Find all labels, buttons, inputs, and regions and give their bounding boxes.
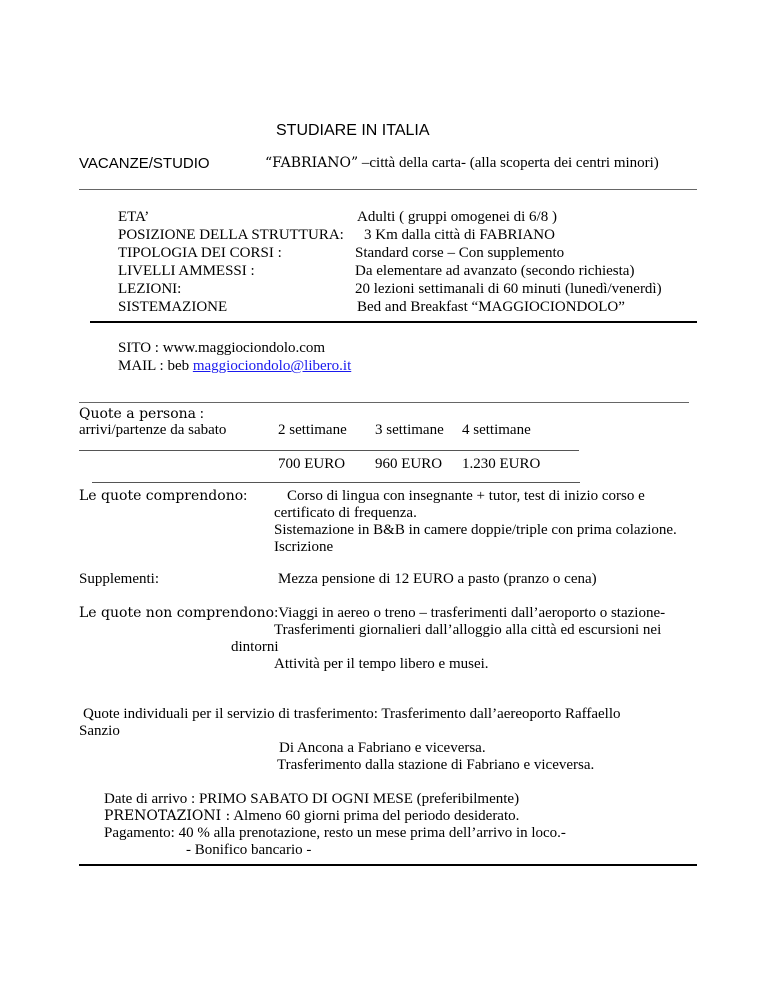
reservation-label: PRENOTAZIONI : [104,808,231,824]
not-included-line: Trasferimenti giornalieri dall’alloggio alla città ed escursioni nei [274,622,662,638]
page-title: STUDIARE IN ITALIA [276,122,430,139]
site-line: SITO : www.maggiociondolo.com [118,340,326,356]
included-line: certificato di frequenza. [274,505,417,521]
divider [90,321,697,323]
transfer-line: Quote individuali per il servizio di trasferimento: Trasferimento dall’aereoporto Raffaello [83,706,621,722]
header-location [265,155,659,172]
quotes-heading-label: Quote a persona [79,406,196,422]
transfer-line: Sanzio [79,723,120,739]
transfer-line: Trasferimento dalla stazione di Fabriano e viceversa. [277,757,595,773]
not-included-line: Attività per il tempo libero e musei. [274,656,489,672]
included-line: Iscrizione [274,539,334,555]
included-label-colon: : [243,488,248,504]
not-included-text: Viaggi in aereo o treno – trasferimenti dall’aeroporto o stazione- [278,605,666,621]
detail-value: Adulti ( gruppi omogenei di 6/8 ) [357,209,557,225]
mail-label: MAIL : beb [118,358,193,374]
detail-value: Bed and Breakfast “MAGGIOCIONDOLO” [357,299,625,315]
not-included-colon: : [274,605,279,621]
detail-label: POSIZIONE DELLA STRUTTURA: [118,227,344,243]
divider [79,189,697,190]
transfer-line: Di Ancona a Fabriano e viceversa. [279,740,486,756]
detail-label: TIPOLOGIA DEI CORSI : [118,245,282,261]
quote-column-header: 3 settimane [375,422,444,438]
quote-column-header: 4 settimane [462,422,531,438]
included-label-text: Le quote comprendono [79,488,244,504]
included-line: Sistemazione in B&B in camere doppie/triple con prima colazione. [274,522,677,538]
detail-value: 3 Km dalla città di FABRIANO [364,227,555,243]
quotes-heading [79,406,204,423]
detail-label: SISTEMAZIONE [118,299,228,315]
quote-column-header: 2 settimane [278,422,347,438]
divider [92,482,580,483]
detail-value: Da elementare ad avanzato (secondo richiesta) [355,263,635,279]
not-included-line [79,605,665,622]
reservation-line [104,808,519,825]
detail-value: Standard corse – Con supplemento [355,245,565,261]
supplements-label: Supplementi: [79,571,159,587]
divider [79,450,579,451]
quotes-subheading: arrivi/partenze da sabato [79,422,227,438]
header-city: “FABRIANO” [265,155,359,171]
quote-price: 1.230 EURO [462,456,541,472]
not-included-line: dintorni [231,639,279,655]
header-city-description: –città della carta- (alla scoperta dei centri minori) [358,155,659,171]
divider [79,402,689,403]
reservation-text: Almeno 60 giorni prima del periodo desiderato. [230,808,520,824]
not-included-label: Le quote non comprendono [79,605,275,621]
quote-price: 960 EURO [375,456,443,472]
header-category: VACANZE/STUDIO [79,155,210,172]
detail-value: 20 lezioni settimanali di 60 minuti (lunedì/venerdì) [355,281,662,297]
divider [79,864,697,866]
detail-label: LEZIONI: [118,281,182,297]
payment-method: - Bonifico bancario - [186,842,312,858]
included-label [79,488,247,505]
mail-line [118,358,351,375]
arrival-dates: Date di arrivo : PRIMO SABATO DI OGNI MESE (preferibilmente) [104,791,520,807]
quote-price: 700 EURO [278,456,346,472]
included-line: Corso di lingua con insegnante + tutor, test di inizio corso e [287,488,645,504]
payment-line: Pagamento: 40 % alla prenotazione, resto un mese prima dell’arrivo in loco.- [104,825,566,841]
detail-label: LIVELLI AMMESSI : [118,263,255,279]
detail-label: ETA’ [118,209,150,225]
supplements-text: Mezza pensione di 12 EURO a pasto (pranzo o cena) [278,571,597,587]
email-link[interactable]: maggiociondolo@libero.it [192,358,352,374]
quotes-heading-colon: : [196,406,204,422]
